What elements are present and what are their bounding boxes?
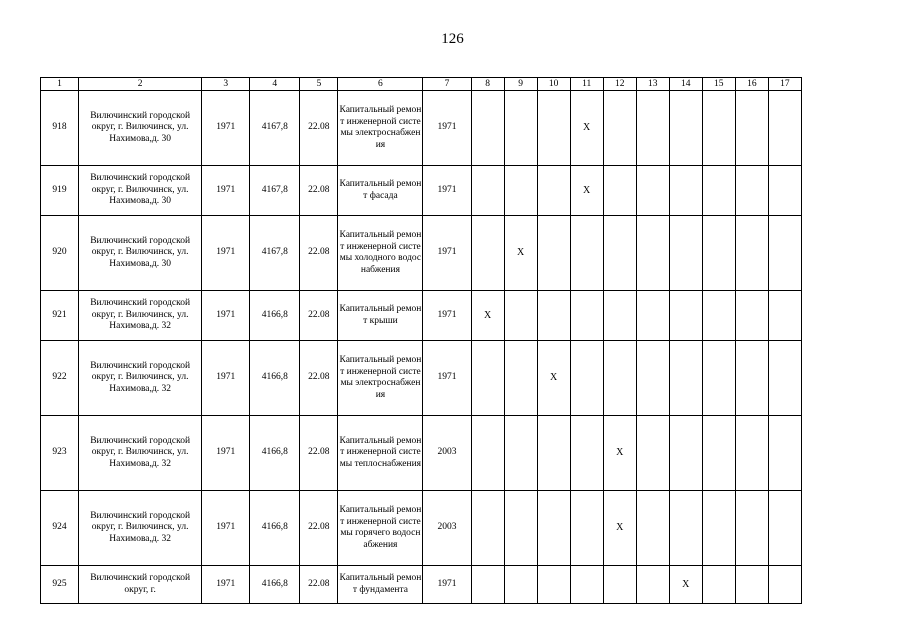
column-header: 8 [471, 78, 504, 91]
build-year-cell: 1971 [202, 166, 250, 216]
table-body [41, 91, 802, 604]
empty-cell [603, 216, 636, 291]
date-code-cell: 22.08 [300, 416, 338, 491]
empty-cell [603, 566, 636, 604]
build-year-cell: 1971 [202, 416, 250, 491]
address-cell: Вилючинский городской округ, г. Вилючинск, ул. Нахимова,д. 32 [79, 416, 202, 491]
area-cell: 4166,8 [250, 566, 300, 604]
build-year-cell: 1971 [202, 491, 250, 566]
empty-cell [537, 291, 570, 341]
repair-year-cell: 1971 [423, 91, 471, 166]
empty-cell [537, 416, 570, 491]
empty-cell [636, 216, 669, 291]
empty-cell [603, 341, 636, 416]
page-number: 126 [441, 31, 464, 47]
row-number-cell: 922 [41, 341, 79, 416]
empty-cell [603, 91, 636, 166]
date-code-cell: 22.08 [300, 341, 338, 416]
column-header: 5 [300, 78, 338, 91]
area-cell: 4167,8 [250, 216, 300, 291]
column-header: 7 [423, 78, 471, 91]
empty-cell [669, 291, 702, 341]
empty-cell [702, 216, 735, 291]
empty-cell [471, 216, 504, 291]
empty-cell [702, 566, 735, 604]
empty-cell [669, 416, 702, 491]
address-cell: Вилючинский городской округ, г. [79, 566, 202, 604]
date-code-cell: 22.08 [300, 216, 338, 291]
empty-cell [570, 566, 603, 604]
address-cell: Вилючинский городской округ, г. Вилючинск, ул. Нахимова,д. 30 [79, 166, 202, 216]
empty-cell [537, 166, 570, 216]
row-number-cell: 918 [41, 91, 79, 166]
empty-cell [471, 491, 504, 566]
empty-cell [768, 416, 801, 491]
empty-cell [768, 91, 801, 166]
empty-cell [702, 491, 735, 566]
area-cell: 4166,8 [250, 491, 300, 566]
column-header: 10 [537, 78, 570, 91]
mark-cell: Х [603, 416, 636, 491]
empty-cell [735, 491, 768, 566]
table-row [41, 291, 802, 341]
table-row [41, 416, 802, 491]
empty-cell [471, 416, 504, 491]
empty-cell [636, 566, 669, 604]
column-header: 2 [79, 78, 202, 91]
empty-cell [702, 91, 735, 166]
mark-cell: Х [570, 91, 603, 166]
empty-cell [669, 91, 702, 166]
row-number-cell: 920 [41, 216, 79, 291]
empty-cell [570, 491, 603, 566]
work-type-cell: Капитальный ремонт инженерной системы холодного водоснабжения [338, 216, 423, 291]
empty-cell [504, 566, 537, 604]
column-header: 14 [669, 78, 702, 91]
work-type-cell: Капитальный ремонт инженерной системы горячего водоснабжения [338, 491, 423, 566]
empty-cell [537, 566, 570, 604]
repair-year-cell: 1971 [423, 341, 471, 416]
empty-cell [636, 491, 669, 566]
column-header: 9 [504, 78, 537, 91]
column-header: 12 [603, 78, 636, 91]
build-year-cell: 1971 [202, 91, 250, 166]
empty-cell [735, 341, 768, 416]
area-cell: 4166,8 [250, 341, 300, 416]
row-number-cell: 921 [41, 291, 79, 341]
empty-cell [636, 341, 669, 416]
empty-cell [537, 216, 570, 291]
empty-cell [735, 91, 768, 166]
empty-cell [768, 491, 801, 566]
empty-cell [570, 416, 603, 491]
empty-cell [471, 566, 504, 604]
work-type-cell: Капитальный ремонт инженерной системы электроснабжения [338, 91, 423, 166]
empty-cell [537, 491, 570, 566]
address-cell: Вилючинский городской округ, г. Вилючинск, ул. Нахимова,д. 30 [79, 91, 202, 166]
repair-year-cell: 2003 [423, 491, 471, 566]
column-header: 3 [202, 78, 250, 91]
row-number-cell: 924 [41, 491, 79, 566]
work-type-cell: Капитальный ремонт инженерной системы теплоснабжения [338, 416, 423, 491]
empty-cell [735, 291, 768, 341]
column-header: 13 [636, 78, 669, 91]
empty-cell [669, 341, 702, 416]
empty-cell [636, 416, 669, 491]
column-header: 11 [570, 78, 603, 91]
date-code-cell: 22.08 [300, 166, 338, 216]
row-number-cell: 919 [41, 166, 79, 216]
area-cell: 4167,8 [250, 91, 300, 166]
repair-schedule-table [40, 77, 802, 604]
repair-year-cell: 1971 [423, 216, 471, 291]
row-number-cell: 925 [41, 566, 79, 604]
address-cell: Вилючинский городской округ, г. Вилючинск, ул. Нахимова,д. 32 [79, 491, 202, 566]
column-header: 15 [702, 78, 735, 91]
date-code-cell: 22.08 [300, 566, 338, 604]
column-header: 6 [338, 78, 423, 91]
empty-cell [702, 416, 735, 491]
empty-cell [471, 166, 504, 216]
table-row [41, 91, 802, 166]
date-code-cell: 22.08 [300, 491, 338, 566]
repair-year-cell: 1971 [423, 291, 471, 341]
empty-cell [768, 566, 801, 604]
mark-cell: Х [537, 341, 570, 416]
empty-cell [603, 166, 636, 216]
empty-cell [504, 291, 537, 341]
table-row [41, 491, 802, 566]
mark-cell: Х [504, 216, 537, 291]
empty-cell [603, 291, 636, 341]
empty-cell [669, 491, 702, 566]
column-header: 17 [768, 78, 801, 91]
empty-cell [768, 166, 801, 216]
empty-cell [636, 291, 669, 341]
row-number-cell: 923 [41, 416, 79, 491]
empty-cell [471, 91, 504, 166]
empty-cell [471, 341, 504, 416]
column-header: 16 [735, 78, 768, 91]
date-code-cell: 22.08 [300, 91, 338, 166]
address-cell: Вилючинский городской округ, г. Вилючинск, ул. Нахимова,д. 32 [79, 341, 202, 416]
repair-year-cell: 1971 [423, 566, 471, 604]
empty-cell [570, 341, 603, 416]
column-header: 1 [41, 78, 79, 91]
mark-cell: Х [471, 291, 504, 341]
mark-cell: Х [603, 491, 636, 566]
empty-cell [504, 91, 537, 166]
work-type-cell: Капитальный ремонт крыши [338, 291, 423, 341]
table-row [41, 566, 802, 604]
date-code-cell: 22.08 [300, 291, 338, 341]
repair-year-cell: 2003 [423, 416, 471, 491]
build-year-cell: 1971 [202, 566, 250, 604]
area-cell: 4166,8 [250, 416, 300, 491]
address-cell: Вилючинский городской округ, г. Вилючинск, ул. Нахимова,д. 32 [79, 291, 202, 341]
area-cell: 4166,8 [250, 291, 300, 341]
empty-cell [702, 166, 735, 216]
empty-cell [504, 341, 537, 416]
empty-cell [735, 566, 768, 604]
empty-cell [504, 491, 537, 566]
empty-cell [504, 166, 537, 216]
mark-cell: Х [669, 566, 702, 604]
address-cell: Вилючинский городской округ, г. Вилючинск, ул. Нахимова,д. 30 [79, 216, 202, 291]
empty-cell [702, 291, 735, 341]
empty-cell [735, 216, 768, 291]
empty-cell [768, 291, 801, 341]
table-row [41, 216, 802, 291]
empty-cell [702, 341, 735, 416]
empty-cell [570, 216, 603, 291]
build-year-cell: 1971 [202, 341, 250, 416]
build-year-cell: 1971 [202, 216, 250, 291]
empty-cell [735, 416, 768, 491]
work-type-cell: Капитальный ремонт инженерной системы электроснабжения [338, 341, 423, 416]
empty-cell [768, 341, 801, 416]
work-type-cell: Капитальный ремонт фасада [338, 166, 423, 216]
table-row [41, 341, 802, 416]
empty-cell [636, 166, 669, 216]
area-cell: 4167,8 [250, 166, 300, 216]
empty-cell [504, 416, 537, 491]
empty-cell [669, 216, 702, 291]
empty-cell [537, 91, 570, 166]
column-header: 4 [250, 78, 300, 91]
empty-cell [669, 166, 702, 216]
empty-cell [735, 166, 768, 216]
empty-cell [636, 91, 669, 166]
build-year-cell: 1971 [202, 291, 250, 341]
table-row [41, 166, 802, 216]
mark-cell: Х [570, 166, 603, 216]
work-type-cell: Капитальный ремонт фундамента [338, 566, 423, 604]
header-row [41, 78, 802, 91]
empty-cell [768, 216, 801, 291]
empty-cell [570, 291, 603, 341]
repair-year-cell: 1971 [423, 166, 471, 216]
